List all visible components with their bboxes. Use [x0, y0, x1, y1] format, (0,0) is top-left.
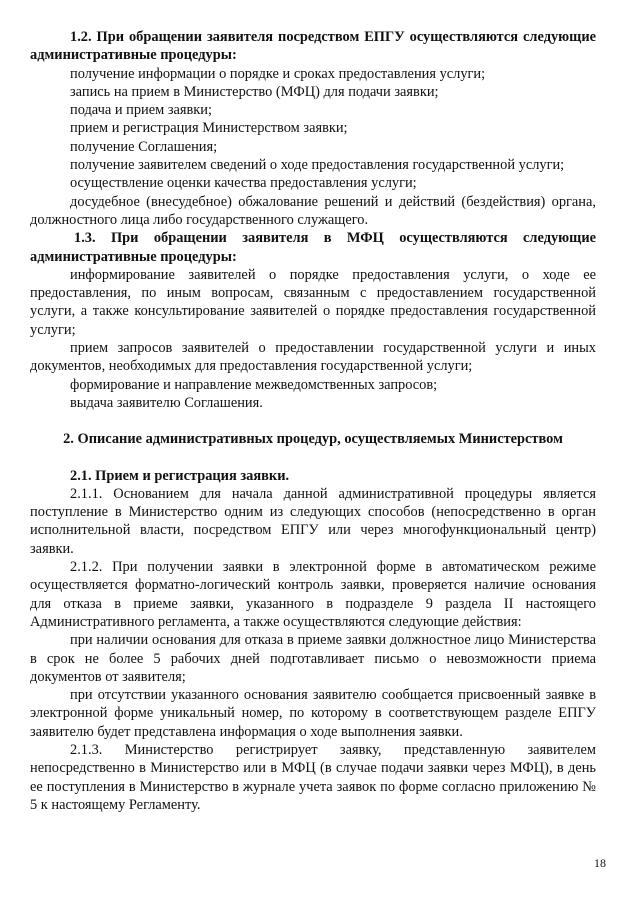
spacer [30, 412, 596, 430]
spacer [30, 449, 596, 467]
section-1-3-heading: 1.3. При обращении заявителя в МФЦ осуществляются следующие административные процедуры: [30, 230, 596, 265]
list-item: подача и прием заявки; [70, 102, 213, 119]
section-2-1-heading: 2.1. Прием и регистрация заявки. [70, 467, 290, 484]
list-item: прием и регистрация Министерством заявки; [70, 120, 348, 137]
paragraph: 2.1.3. Министерство регистрирует заявку, представленную заявителем непосредственно в Министерство или в МФЦ (в случае подачи заявки через МФЦ), в день ее поступления в Министерство в журнале учета заявок по форме согласно приложению № 5 к настоящему Регламенту. [30, 741, 596, 813]
list-item: получение информации о порядке и сроках предоставления услуги; [70, 65, 486, 82]
paragraph: при наличии основания для отказа в приеме заявки должностное лицо Министерства в срок не более 5 рабочих дней подготавливает письмо о невозможности приема документов от заявителя; [30, 632, 596, 685]
list-item: досудебное (внесудебное) обжалование решений и действий (бездействия) органа, должностного лица либо государственного служащего. [30, 193, 596, 228]
page-content [30, 28, 596, 814]
list-item: выдача заявителю Соглашения. [70, 394, 263, 411]
paragraph: 2.1.2. При получении заявки в электронной форме в автоматическом режиме осуществляется форматно-логический контроль заявки, проверяется наличие основания для отказа в приеме заявки, указанного в подразделе 9 раздела II настоящего Административного регламента, а также осуществляются следующие действия: [30, 559, 596, 630]
paragraph: 2.1.1. Основанием для начала данной административной процедуры является поступление в Министерство одним из следующих способов (непосредственно в орган исполнительной власти, посредством ЕПГУ или через многофункциональный центр) заявки. [30, 485, 596, 557]
list-item: информирование заявителей о порядке предоставления услуги, о ходе ее предоставления, по иным вопросам, связанным с предоставлением государственной услуги, а также консультирование заявителей о порядке предоставления государственной услуги; [30, 266, 596, 338]
section-2-heading: 2. Описание административных процедур, осуществляемых Министерством [63, 431, 563, 448]
list-item: осуществление оценки качества предоставления услуги; [70, 175, 417, 192]
list-item: получение заявителем сведений о ходе предоставления государственной услуги; [70, 157, 565, 174]
section-1-2-heading: 1.2. При обращении заявителя посредством ЕПГУ осуществляются следующие административные процедуры: [30, 29, 596, 64]
list-item: запись на прием в Министерство (МФЦ) для подачи заявки; [70, 83, 439, 100]
page-number: 18 [594, 856, 606, 870]
list-item: формирование и направление межведомственных запросов; [70, 376, 438, 393]
paragraph: при отсутствии указанного основания заявителю сообщается присвоенный заявке в электронной форме уникальный номер, по которому в соответствующем разделе ЕПГУ заявителю будет представлена информация о ходе выполнения заявки. [30, 687, 596, 740]
list-item: получение Соглашения; [70, 138, 218, 155]
list-item: прием запросов заявителей о предоставлении государственной услуги и иных документов, необходимых для предоставления государственной услуги; [30, 340, 596, 375]
